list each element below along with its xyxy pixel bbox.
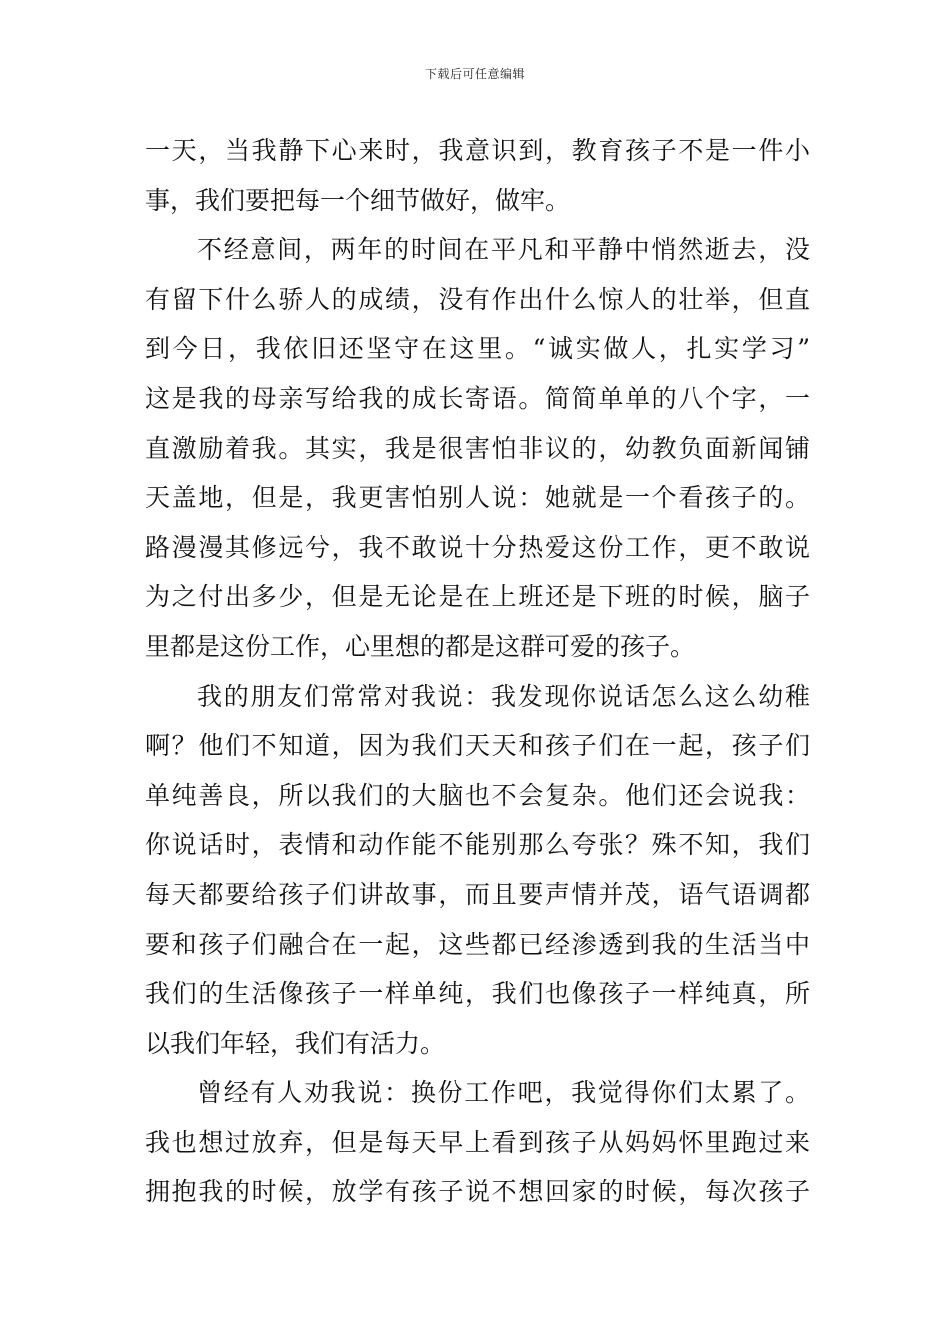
text-line-21: 我也想过放弃，但是每天早上看到孩子从妈妈怀里跑过来 [145,1127,810,1157]
text-line-3: 不经意间，两年的时间在平凡和平静中悄然逝去，没 [197,235,810,265]
body-text [145,126,810,1217]
text-line-22: 拥抱我的时候，放学有孩子说不想回家的时候，每次孩子 [145,1177,810,1207]
text-line-12: 我的朋友们常常对我说：我发现你说话怎么这么幼稚 [197,681,810,711]
text-line-2: 事，我们要把每一个细节做好，做牢。 [145,185,571,215]
text-line-18: 我们的生活像孩子一样单纯，我们也像孩子一样纯真，所 [145,979,810,1009]
text-line-11: 里都是这份工作，心里想的都是这群可爱的孩子。 [145,631,696,661]
text-line-6: 这是我的母亲写给我的成长寄语。简简单单的八个字，一 [145,383,810,413]
text-line-17: 要和孩子们融合在一起，这些都已经渗透到我的生活当中 [145,929,810,959]
text-line-1: 一天，当我静下心来时，我意识到，教育孩子不是一件小 [145,136,810,165]
text-line-20: 曾经有人劝我说：换份工作吧，我觉得你们太累了。 [197,1078,810,1108]
text-line-8: 天盖地，但是，我更害怕别人说：她就是一个看孩子的。 [145,483,810,513]
page-header: 下载后可任意编辑 [424,67,525,81]
text-line-4: 有留下什么骄人的成绩，没有作出什么惊人的壮举，但直 [145,284,810,314]
text-line-14: 单纯善良，所以我们的大脑也不会复杂。他们还会说我： [145,780,810,810]
text-line-9: 路漫漫其修远兮，我不敢说十分热爱这份工作，更不敢说 [145,532,810,562]
text-line-7: 直激励着我。其实，我是很害怕非议的，幼教负面新闻铺 [145,433,810,463]
text-line-10: 为之付出多少，但是无论是在上班还是下班的时候，脑子 [145,582,810,612]
text-line-13: 啊？他们不知道，因为我们天天和孩子们在一起，孩子们 [145,731,810,761]
text-line-15: 你说话时，表情和动作能不能别那么夸张？殊不知，我们 [145,830,810,860]
text-line-5: 到今日，我依旧还坚守在这里。“诚实做人，扎实学习” [145,334,810,364]
text-line-19: 以我们年轻，我们有活力。 [145,1028,446,1058]
text-line-16: 每天都要给孩子们讲故事，而且要声情并茂，语气语调都 [145,879,810,909]
